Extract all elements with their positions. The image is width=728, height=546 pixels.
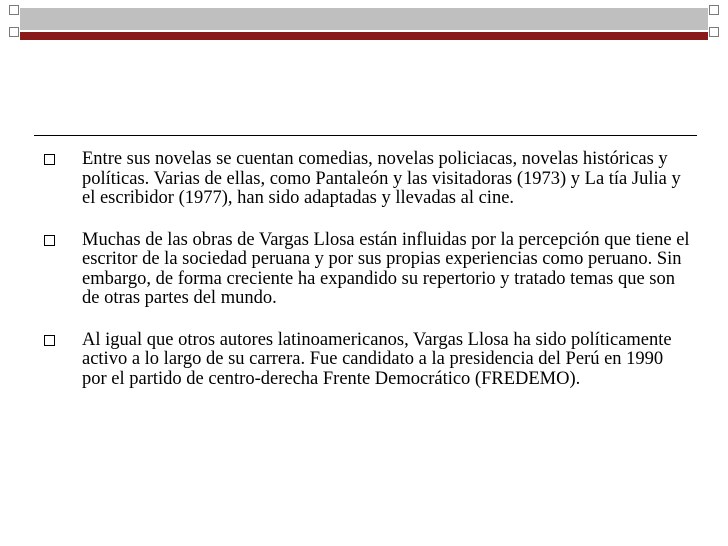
header-red-bar <box>20 32 708 40</box>
bullet-item <box>40 331 690 390</box>
hollow-square-icon <box>44 235 55 246</box>
title-divider <box>34 135 697 136</box>
corner-square-icon <box>9 5 19 15</box>
hollow-square-icon <box>44 154 55 165</box>
bullet-item <box>40 150 690 209</box>
slide-header-band <box>0 0 728 40</box>
corner-square-icon <box>709 27 719 37</box>
header-gray-bar <box>20 8 708 30</box>
bullet-list <box>40 150 690 411</box>
bullet-item <box>40 231 690 309</box>
bullet-text: Al igual que otros autores latinoamericanos, Vargas Llosa ha sido políticamente activo a lo largo de su carrera. Fue candidato a la presidencia del Perú en 1990 por el partido de centro-derecha Frente Democrático (FREDEMO). <box>82 329 672 389</box>
corner-square-icon <box>709 5 719 15</box>
hollow-square-icon <box>44 335 55 346</box>
bullet-text: Muchas de las obras de Vargas Llosa están influidas por la percepción que tiene el escritor de la sociedad peruana y por sus propias experiencias como peruano. Sin embargo, de forma creciente ha expandido su repertorio y tratado temas que son de otras partes del mundo. <box>82 229 690 308</box>
corner-square-icon <box>9 27 19 37</box>
bullet-text: Entre sus novelas se cuentan comedias, novelas policiacas, novelas históricas y políticas. Varias de ellas, como Pantaleón y las visitadoras (1973) y La tía Julia y el escribidor (1977), han sido adaptadas y llevadas al cine. <box>82 149 681 208</box>
